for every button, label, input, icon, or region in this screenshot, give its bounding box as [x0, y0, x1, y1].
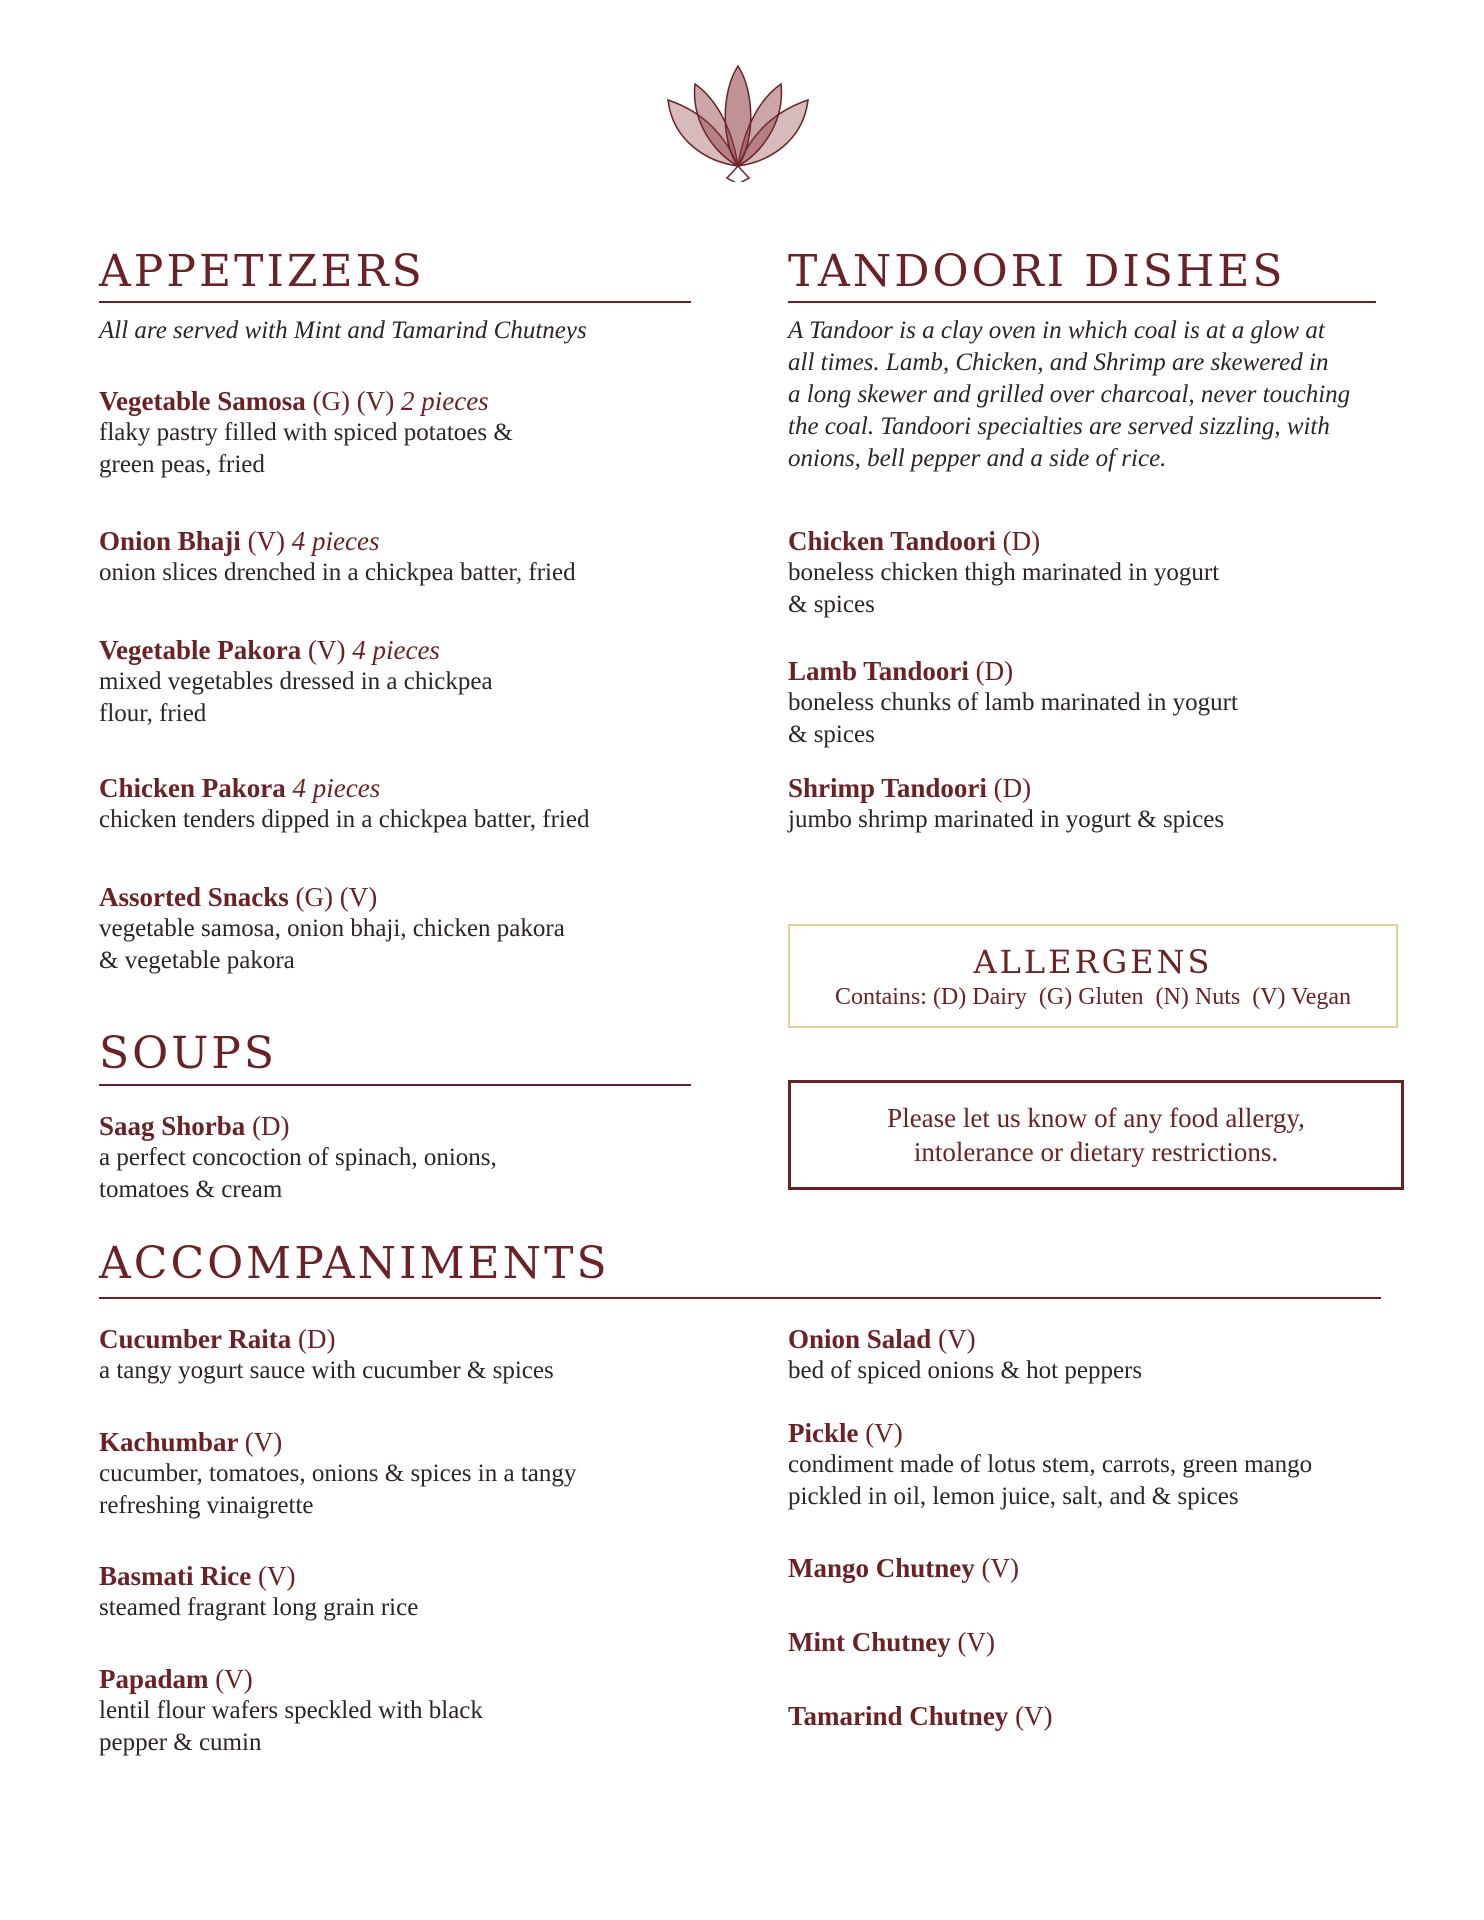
item-desc: onion slices drenched in a chickpea batter, fried [99, 559, 576, 586]
item-tags: (D) [252, 1111, 290, 1141]
allergens-box [788, 924, 1398, 1028]
menu-item [788, 655, 1238, 751]
item-tags: (D) [298, 1324, 336, 1354]
item-tags: (D) [993, 773, 1032, 803]
menu-item [788, 772, 1224, 836]
menu-item [788, 1700, 1053, 1732]
menu-item [99, 1560, 418, 1624]
item-name: Chicken Tandoori [788, 526, 996, 556]
item-desc: boneless chicken thigh marinated in yogurt & spices [788, 559, 1220, 618]
menu-item [99, 1323, 554, 1387]
tandoori-intro: A Tandoor is a clay oven in which coal is at a glow at all times. Lamb, Chicken, and Shrimp are skewered in a long skewer and grilled over charcoal, never touching the coal. Tandoori specialties are served sizzling, with onions, bell pepper and a side of rice. [788, 317, 1351, 472]
item-desc: bed of spiced onions & hot peppers [788, 1357, 1143, 1384]
item-tags: (V) [247, 526, 286, 556]
item-desc: cucumber, tomatoes, onions & spices in a tangy refreshing vinaigrette [99, 1460, 577, 1519]
menu-item [99, 385, 513, 481]
item-desc: boneless chunks of lamb marinated in yogurt & spices [788, 689, 1238, 748]
notice-line: intolerance or dietary restrictions. [913, 1137, 1279, 1167]
allergens-title: ALLERGENS [973, 943, 1213, 981]
accompaniments-title: ACCOMPANIMENTS [99, 1238, 610, 1289]
item-qty: 4 pieces [292, 773, 381, 803]
item-name: Shrimp Tandoori [788, 773, 987, 803]
item-name: Lamb Tandoori [788, 656, 969, 686]
item-desc: jumbo shrimp marinated in yogurt & spices [788, 806, 1225, 833]
item-tags: (V) [957, 1627, 995, 1657]
item-name: Assorted Snacks [99, 882, 289, 912]
appetizers-note: All are served with Mint and Tamarind Chutneys [99, 317, 587, 344]
item-desc: a perfect concoction of spinach, onions, tomatoes & cream [99, 1144, 497, 1203]
item-desc: mixed vegetables dressed in a chickpea flour, fried [99, 668, 493, 727]
item-name: Kachumbar [99, 1427, 239, 1457]
menu-item [788, 1552, 1019, 1584]
allergens-legend: Contains: (D) Dairy (G) Gluten (N) Nuts (V) Vegan [834, 984, 1352, 1010]
menu-item [788, 1323, 1142, 1387]
item-name: Cucumber Raita [99, 1324, 292, 1354]
item-tags: (V) [307, 635, 346, 665]
item-name: Mango Chutney [788, 1553, 975, 1583]
item-tags: (D) [975, 656, 1014, 686]
tandoori-divider [788, 301, 1376, 303]
menu-item [788, 1417, 1312, 1513]
item-desc: a tangy yogurt sauce with cucumber & spices [99, 1357, 554, 1384]
item-tags: (V) [244, 1427, 283, 1457]
item-tags: (V) [938, 1324, 976, 1354]
item-name: Papadam [99, 1664, 209, 1694]
appetizers-title: APPETIZERS [99, 246, 425, 297]
item-tags: (G) (V) [312, 386, 395, 416]
soups-divider [99, 1084, 691, 1086]
lotus-icon [663, 62, 813, 182]
item-tags: (V) [981, 1553, 1020, 1583]
item-qty: 4 pieces [291, 526, 380, 556]
item-name: Vegetable Samosa [99, 386, 306, 416]
item-name: Pickle [788, 1418, 859, 1448]
menu-item [788, 525, 1219, 621]
item-tags: (D) [1002, 526, 1041, 556]
item-desc: condiment made of lotus stem, carrots, green mango pickled in oil, lemon juice, salt, and & spices [788, 1451, 1313, 1510]
item-desc: chicken tenders dipped in a chickpea batter, fried [99, 806, 590, 833]
allergy-notice [788, 1080, 1404, 1190]
item-tags: (V) [257, 1561, 296, 1591]
item-desc: flaky pastry filled with spiced potatoes & green peas, fried [99, 419, 513, 478]
menu-item [99, 772, 589, 836]
item-tags: (V) [215, 1664, 253, 1694]
item-name: Mint Chutney [788, 1627, 951, 1657]
menu-item [99, 525, 576, 589]
item-name: Chicken Pakora [99, 773, 286, 803]
item-name: Vegetable Pakora [99, 635, 302, 665]
accompaniments-divider [99, 1297, 1381, 1299]
menu-item [99, 1110, 497, 1206]
menu-item [99, 634, 493, 730]
item-tags: (V) [1015, 1701, 1053, 1731]
item-tags: (V) [865, 1418, 903, 1448]
item-qty: 4 pieces [352, 635, 440, 665]
item-name: Onion Salad [788, 1324, 932, 1354]
item-name: Saag Shorba [99, 1111, 246, 1141]
item-name: Onion Bhaji [99, 526, 241, 556]
notice-line: Please let us know of any food allergy, [887, 1103, 1305, 1133]
tandoori-title: TANDOORI DISHES [788, 246, 1286, 297]
item-name: Basmati Rice [99, 1561, 252, 1591]
menu-item [99, 1663, 483, 1759]
item-desc: lentil flour wafers speckled with black pepper & cumin [99, 1697, 483, 1756]
soups-title: SOUPS [99, 1028, 278, 1079]
item-desc: vegetable samosa, onion bhaji, chicken pakora & vegetable pakora [99, 915, 565, 974]
appetizers-divider [99, 301, 691, 303]
item-name: Tamarind Chutney [788, 1701, 1009, 1731]
menu-item [788, 1626, 995, 1658]
menu-item [99, 1426, 576, 1522]
item-desc: steamed fragrant long grain rice [99, 1594, 419, 1621]
menu-item [99, 881, 565, 977]
item-tags: (G) (V) [295, 882, 378, 912]
item-qty: 2 pieces [400, 386, 489, 416]
